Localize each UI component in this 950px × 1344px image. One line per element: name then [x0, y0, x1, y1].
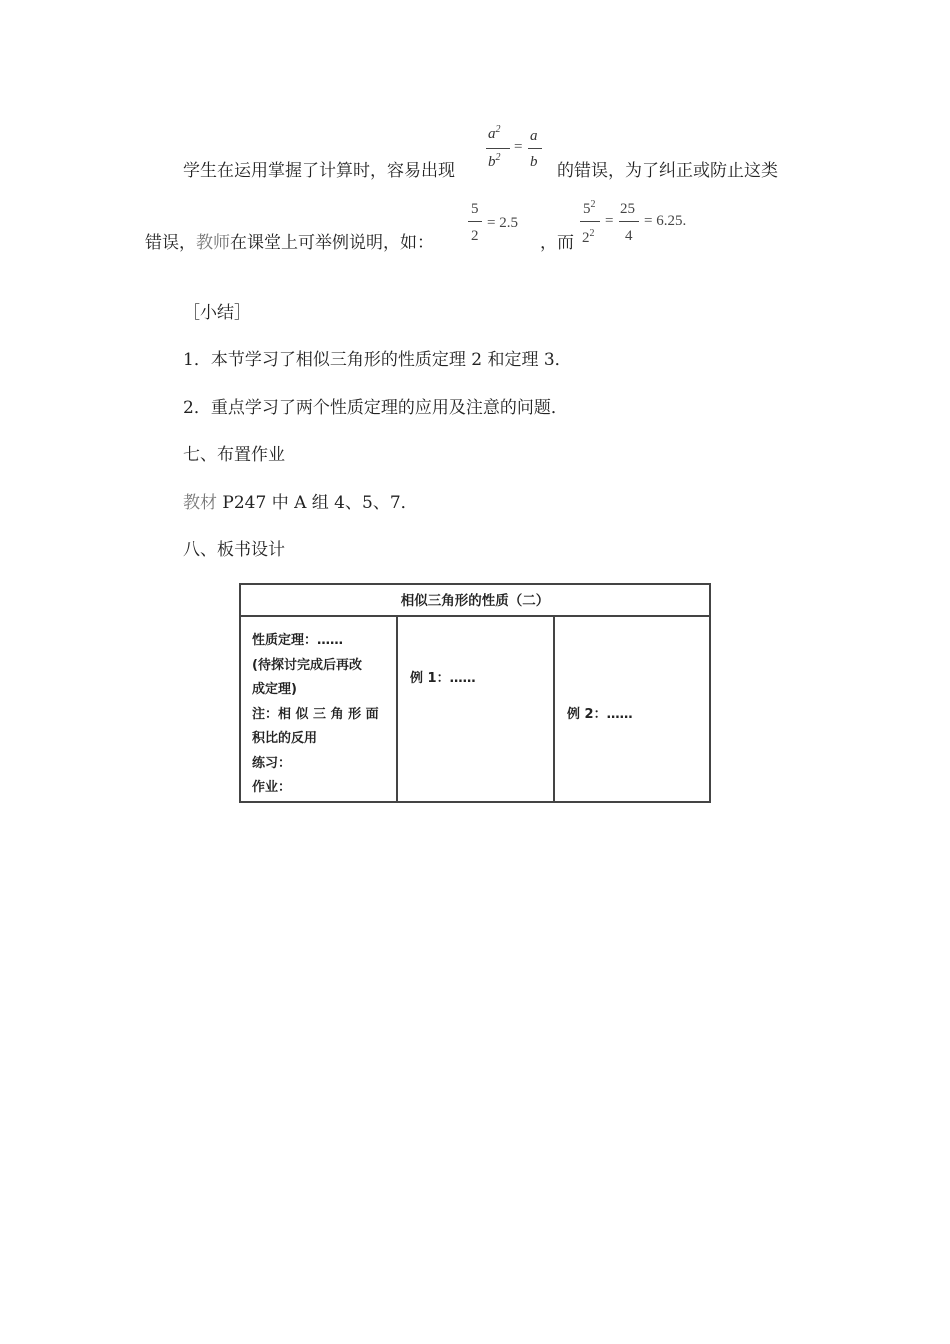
board-column-1 [241, 617, 398, 801]
homework-heading: 七、布置作业 [183, 445, 285, 465]
board-col1-line: 作业： [252, 780, 292, 795]
board-col1-line: 积比的反用 [252, 731, 318, 746]
board-design-table [239, 583, 711, 803]
homework-detail: 教材 P247 中 A 组 4、5、7． [183, 493, 418, 513]
summary-item-2: 2．重点学习了两个性质定理的应用及注意的问题． [183, 398, 568, 418]
para2-sep: ，而 [540, 233, 574, 253]
textbook-link: 教材 [183, 493, 217, 513]
board-col1-line: 注：相 似 三 角 形 面 [252, 707, 379, 722]
example-1-label: 例 1：…… [410, 671, 476, 686]
summary-heading: ［小结］ [183, 303, 251, 323]
board-column-2 [398, 617, 555, 801]
board-col1-line: 练习： [252, 756, 292, 771]
board-heading: 八、板书设计 [183, 540, 285, 560]
para1-text-b: 的错误，为了纠正或防止这类 [557, 161, 778, 181]
teacher-link: 教师 [196, 233, 230, 253]
board-col1-line: 性质定理：…… [252, 633, 344, 648]
summary-item-1: 1．本节学习了相似三角形的性质定理 2 和定理 3． [183, 350, 572, 370]
example-2-label: 例 2：…… [567, 707, 633, 722]
para2-text: 错误，教师在课堂上可举例说明，如： [145, 233, 434, 253]
board-title: 相似三角形的性质（二） [241, 585, 709, 617]
board-col1-line: 成定理) [252, 682, 297, 697]
board-col1-line: (待探讨完成后再改 [252, 658, 362, 673]
para1-text-a: 学生在运用掌握了计算时，容易出现 [183, 161, 455, 181]
board-column-3 [555, 617, 709, 801]
